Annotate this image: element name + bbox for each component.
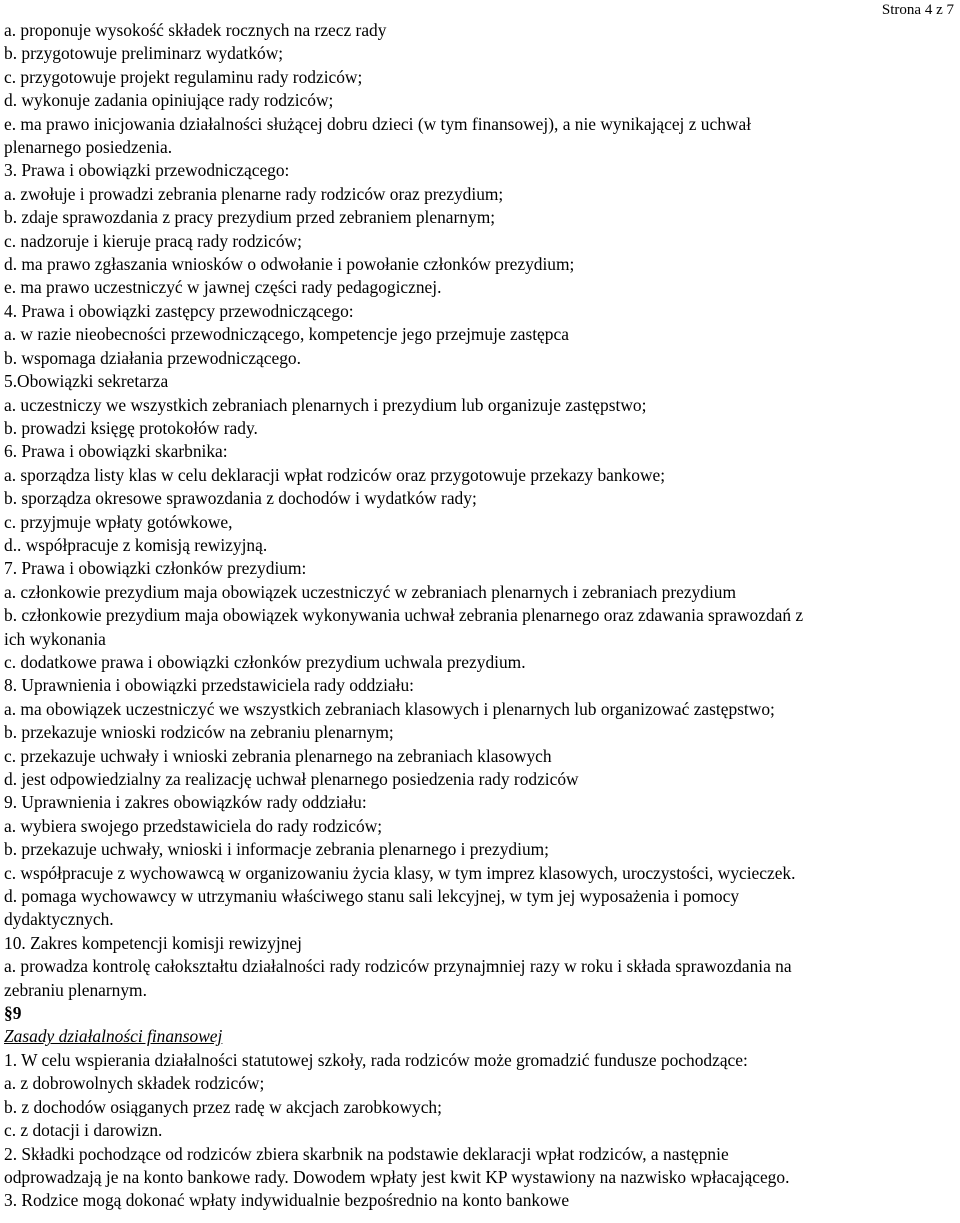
text-line: b. przygotowuje preliminarz wydatków; [4,43,284,64]
text-line: zebraniu plenarnym. [4,979,147,1000]
text-line: d. pomaga wychowawcy w utrzymaniu właściwego stanu sali lekcyjnej, w tym jej wyposażenia i pomocy [4,886,740,907]
section-heading: 6. Prawa i obowiązki skarbnika: [4,441,228,462]
text-line: b. z dochodów osiąganych przez radę w akcjach zarobkowych; [4,1096,442,1117]
text-line: c. z dotacji i darowizn. [4,1120,163,1141]
text-line: d. wykonuje zadania opiniujące rady rodziców; [4,90,334,111]
text-line: d. ma prawo zgłaszania wniosków o odwołanie i powołanie członków prezydium; [4,254,575,275]
text-line: c. dodatkowe prawa i obowiązki członków prezydium uchwala prezydium. [4,651,526,672]
section-title: Zasady działalności finansowej [4,1026,223,1047]
text-line: a. wybiera swojego przedstawiciela do rady rodziców; [4,815,383,836]
section-heading: 4. Prawa i obowiązki zastępcy przewodniczącego: [4,300,354,321]
text-line: b. sporządza okresowe sprawozdania z dochodów i wydatków rady; [4,488,477,509]
text-line: b. wspomaga działania przewodniczącego. [4,347,301,368]
text-line: a. zwołuje i prowadzi zebrania plenarne rady rodziców oraz prezydium; [4,183,504,204]
text-line: b. prowadzi księgę protokołów rady. [4,417,258,438]
text-line: c. przyjmuje wpłaty gotówkowe, [4,511,233,532]
paragraph-number: §9 [4,1003,22,1024]
text-line: a. z dobrowolnych składek rodziców; [4,1073,265,1094]
text-line: b. członkowie prezydium maja obowiązek wykonywania uchwał zebrania plenarnego oraz zdawania sprawozdań z [4,605,804,626]
section-heading: 9. Uprawnienia i zakres obowiązków rady oddziału: [4,792,367,813]
text-line: 3. Rodzice mogą dokonać wpłaty indywidualnie bezpośrednio na konto bankowe [4,1190,570,1211]
text-line: a. w razie nieobecności przewodniczącego, kompetencje jego przejmuje zastępca [4,324,569,345]
text-line: c. nadzoruje i kieruje pracą rady rodziców; [4,230,302,251]
text-line: d. jest odpowiedzialny za realizację uchwał plenarnego posiedzenia rady rodziców [4,769,579,789]
text-line: 1. W celu wspierania działalności statutowej szkoły, rada rodziców może gromadzić fundusze pochodzące: [4,1049,748,1070]
text-line: c. przygotowuje projekt regulaminu rady rodziców; [4,66,363,87]
section-heading: 8. Uprawnienia i obowiązki przedstawiciela rady oddziału: [4,675,414,696]
text-line: c. współpracuje z wychowawcą w organizowaniu życia klasy, w tym imprez klasowych, uroczystości, wycieczek. [4,862,796,883]
text-line: plenarnego posiedzenia. [4,137,173,158]
section-heading: 5.Obowiązki sekretarza [4,371,169,392]
text-line: b. przekazuje uchwały, wnioski i informacje zebrania plenarnego i prezydium; [4,839,550,860]
text-line: 2. Składki pochodzące od rodziców zbiera skarbnik na podstawie deklaracji wpłat rodziców, a następnie [4,1143,729,1164]
text-line: d.. współpracuje z komisją rewizyjną. [4,534,268,555]
text-line: a. proponuje wysokość składek rocznych na rzecz rady [4,20,387,40]
text-line: ich wykonania [4,628,106,649]
text-line: a. uczestniczy we wszystkich zebraniach plenarnych i prezydium lub organizuje zastępstwo; [4,394,647,415]
text-line: a. ma obowiązek uczestniczyć we wszystkich zebraniach klasowych i plenarnych lub organizować zastępstwo; [4,698,775,719]
text-line: a. prowadza kontrolę całokształtu działalności rady rodziców przynajmniej razy w roku i składa sprawozdania na [4,956,792,977]
text-line: b. przekazuje wnioski rodziców na zebraniu plenarnym; [4,722,394,743]
page-number: Strona 4 z 7 [881,2,954,18]
document-body [4,19,956,1213]
section-heading: 3. Prawa i obowiązki przewodniczącego: [4,160,290,181]
text-line: e. ma prawo uczestniczyć w jawnej części rady pedagogicznej. [4,277,442,298]
text-line: a. członkowie prezydium maja obowiązek uczestniczyć w zebraniach plenarnych i zebraniach prezydium [4,581,736,602]
text-line: a. sporządza listy klas w celu deklaracji wpłat rodziców oraz przygotowuje przekazy bankowe; [4,464,666,485]
text-line: b. zdaje sprawozdania z pracy prezydium przed zebraniem plenarnym; [4,207,496,228]
text-line: e. ma prawo inicjowania działalności służącej dobru dzieci (w tym finansowej), a nie wynikającej z uchwał [4,113,752,134]
section-heading: 7. Prawa i obowiązki członków prezydium: [4,558,307,579]
text-line: dydaktycznych. [4,909,114,930]
section-heading: 10. Zakres kompetencji komisji rewizyjnej [4,932,302,953]
text-line: c. przekazuje uchwały i wnioski zebrania plenarnego na zebraniach klasowych [4,745,552,766]
text-line: odprowadzają je na konto bankowe rady. Dowodem wpłaty jest kwit KP wystawiony na nazwisko wpłacającego. [4,1166,790,1187]
